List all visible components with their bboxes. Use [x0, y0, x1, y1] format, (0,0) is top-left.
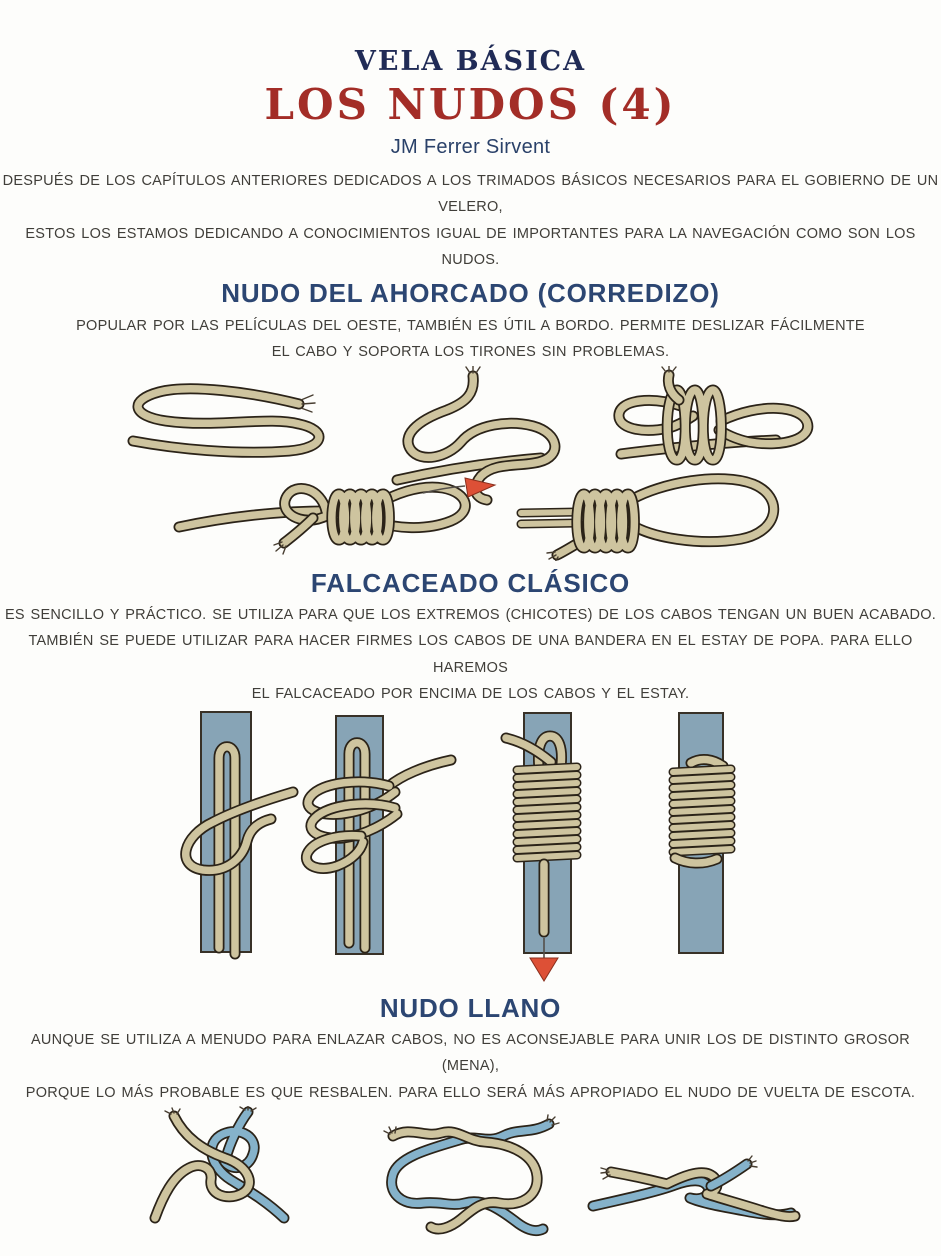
- square-knot-step-tightened: [593, 1156, 795, 1217]
- description-line: PORQUE LO MÁS PROBABLE ES QUE RESBALEN. PARA ELLO SERÁ MÁS APROPIADO EL NUDO DE VUELTA DE ESCOTA.: [25, 1084, 916, 1101]
- whipping-step-finished: [673, 713, 731, 953]
- knot-step-finished-noose: [521, 478, 774, 560]
- rope-segment: [393, 1132, 537, 1229]
- intro-line: ESTOS LOS ESTAMOS DEDICANDO A CONOCIMIENTOS IGUAL DE IMPORTANTES PARA LA NAVEGACIÓN COMO SON LOS NUDOS.: [25, 225, 916, 268]
- description-line: EL FALCACEADO POR ENCIMA DE LOS CABOS Y EL ESTAY.: [251, 686, 690, 703]
- square-knot-step-open: [384, 1115, 559, 1231]
- frayed-rope-end: [240, 1106, 256, 1111]
- description-line: POPULAR POR LAS PELÍCULAS DEL OESTE, TAMBIÉN ES ÚTIL A BORDO. PERMITE DESLIZAR FÁCILMENTE: [76, 317, 865, 334]
- frayed-rope-end: [662, 366, 676, 372]
- whipping-step-full-pull-down: [506, 713, 577, 981]
- section-heading: NUDO DEL AHORCADO (CORREDIZO): [221, 278, 720, 309]
- description-line: AUNQUE SE UTILIZA A MENUDO PARA ENLAZAR CABOS, NO ES ACONSEJABLE PARA UNIR LOS DE DISTINTO GROSOR (MENA),: [31, 1032, 910, 1075]
- square-knot-steps-svg: [141, 1106, 801, 1256]
- author-byline: JM Ferrer Sirvent: [390, 135, 551, 158]
- intro-line: DESPUÉS DE LOS CAPÍTULOS ANTERIORES DEDICADOS A LOS TRIMADOS BÁSICOS NECESARIOS PARA EL GOBIERNO DE UN VELERO,: [2, 172, 939, 216]
- section-heading: FALCACEADO CLÁSICO: [310, 567, 631, 598]
- whipping-steps-svg: [161, 708, 781, 986]
- section-description: [0, 313, 941, 366]
- series-title: VELA BÁSICA: [354, 46, 587, 77]
- square-knot-step-first-crossing: [155, 1106, 284, 1218]
- description-line: ES SENCILLO Y PRÁCTICO. SE UTILIZA PARA QUE LOS EXTREMOS (CHICOTES) DE LOS CABOS TENGAN UN BUEN ACABADO.: [4, 607, 937, 624]
- section-description: [0, 602, 941, 708]
- rope-segment: [521, 512, 579, 524]
- square-knot-illustration: [0, 1106, 941, 1256]
- red-arrow-icon: [530, 958, 558, 981]
- description-line: TAMBIÉN SE PUEDE UTILIZAR PARA HACER FIRMES LOS CABOS DE UNA BANDERA EN EL ESTAY DE POPA. PARA ELLO HAREMOS: [28, 633, 913, 676]
- section-falcaceado-clasico: [0, 567, 941, 986]
- frayed-rope-end: [466, 366, 480, 373]
- section-nudo-llano: [0, 992, 941, 1256]
- hangman-knot-illustration: [0, 366, 941, 561]
- frayed-rope-end: [301, 395, 315, 412]
- rope-segment: [133, 388, 319, 451]
- knot-step-doubled-bights: [133, 388, 319, 451]
- whipping-step-loop-on-stay: [185, 712, 292, 954]
- knot-step-first-wraps: [618, 366, 807, 460]
- knot-step-coiled-tightening: [179, 478, 495, 554]
- knot-step-overhand-crossing: [397, 366, 555, 500]
- section-nudo-del-ahorcado: [0, 277, 941, 560]
- intro-paragraph: [0, 168, 941, 274]
- page-title: LOS NUDOS (4): [264, 80, 677, 130]
- description-line: EL CABO Y SOPORTA LOS TIRONES SIN PROBLEMAS.: [271, 344, 670, 361]
- hangman-knot-steps-svg: [121, 366, 821, 561]
- whipping-step-loose-turns: [306, 716, 451, 954]
- whipping-illustration: [0, 708, 941, 986]
- section-description: [0, 1027, 941, 1106]
- section-heading: NUDO LLANO: [379, 992, 562, 1023]
